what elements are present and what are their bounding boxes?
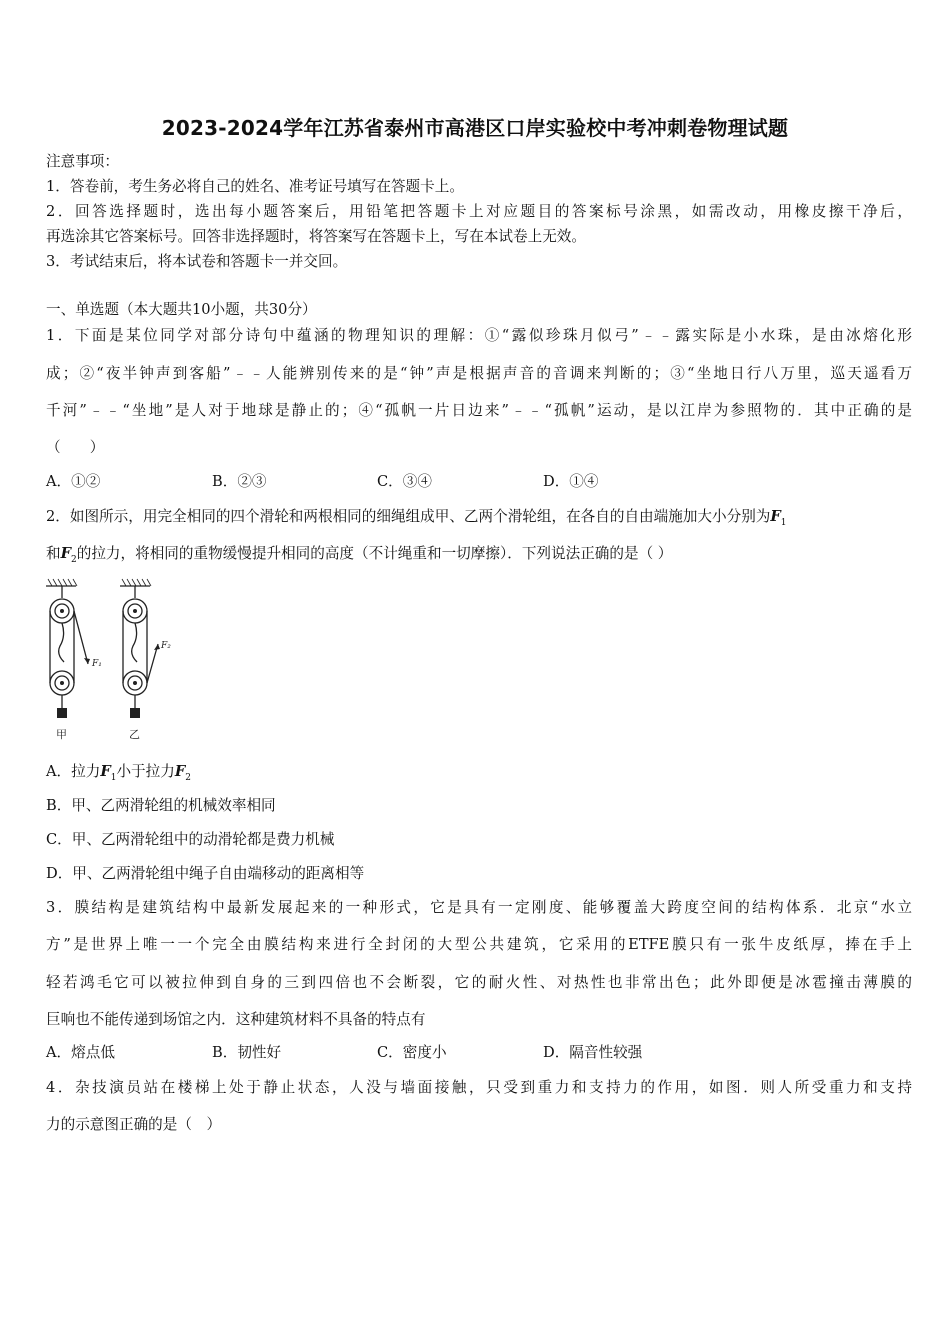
force-label-right: F₂ <box>161 641 171 651</box>
q1-line-4: （ ） <box>46 439 105 456</box>
q2-option-a-f1-sub: 1 <box>110 772 117 783</box>
q2-option-a-prefix: A．拉力 <box>46 763 101 780</box>
q2-line-1-text: 2．如图所示，用完全相同的四个滑轮和两根相同的细绳组成甲、乙两个滑轮组，在各自的自由端施加大小分别为 <box>46 508 771 525</box>
q1-line-2: 成；②“夜半钟声到客船”﹣﹣人能辨别传来的是“钟”声是根据声音的音调来判断的；③“坐地日行八万里，巡天遥看万 <box>46 365 912 382</box>
q1-option-a[interactable]: A．①② <box>46 473 101 490</box>
q2-f1-sub: 1 <box>780 517 787 528</box>
force-label-left: F₁ <box>92 659 102 669</box>
q2-option-d[interactable]: D．甲、乙两滑轮组中绳子自由端移动的距离相等 <box>46 865 365 882</box>
q2-option-a-mid: 小于拉力 <box>116 763 175 780</box>
page-title: 2023-2024学年江苏省泰州市高港区口岸实验校中考冲刺卷物理试题 <box>161 116 789 140</box>
notice-item-2: 2．回答选择题时，选出每小题答案后，用铅笔把答题卡上对应题目的答案标号涂黑，如需改动，用橡皮擦干净后， <box>46 203 912 220</box>
q1-option-b[interactable]: B．②③ <box>212 473 267 490</box>
q2-line-2-b: 的拉力，将相同的重物缓慢提升相同的高度（不计绳重和一切摩擦）．下列说法正确的是（ ） <box>76 545 673 562</box>
q2-f2-sub: 2 <box>70 554 77 565</box>
notice-heading: 注意事项： <box>46 153 119 170</box>
label-yi: 乙 <box>129 728 140 741</box>
section-heading: 一、单选题（本大题共10小题，共30分） <box>46 301 317 318</box>
q2-option-b[interactable]: B．甲、乙两滑轮组的机械效率相同 <box>46 797 276 814</box>
notice-item-2-cont: 再选涂其它答案标号。回答非选择题时，将答案写在答题卡上，写在本试卷上无效。 <box>46 228 586 245</box>
q2-line-2 <box>46 544 912 570</box>
q2-option-c[interactable]: C．甲、乙两滑轮组中的动滑轮都是费力机械 <box>46 831 335 848</box>
q2-line-2-a: 和 <box>46 545 61 562</box>
pulley-figure <box>40 576 190 746</box>
q3-line-2: 方”是世界上唯一一个完全由膜结构来进行全封闭的大型公共建筑，它采用的ETFE膜只有一张牛皮纸厚，捧在手上 <box>46 936 912 953</box>
q3-option-c[interactable]: C．密度小 <box>377 1044 447 1061</box>
q2-option-a-f2: F <box>174 763 186 780</box>
q3-line-1: 3．膜结构是建筑结构中最新发展起来的一种形式，它是具有一定刚度、能够覆盖大跨度空间的结构体系．北京“水立 <box>46 899 912 916</box>
q1-option-c[interactable]: C．③④ <box>377 473 432 490</box>
q2-option-a[interactable] <box>46 762 912 788</box>
label-jia: 甲 <box>56 728 67 741</box>
q2-f1-symbol: F <box>770 508 781 525</box>
q4-line-2: 力的示意图正确的是（ ） <box>46 1116 222 1133</box>
notice-item-3: 3．考试结束后，将本试卷和答题卡一并交回。 <box>46 253 348 270</box>
q1-line-3: 千河”﹣﹣“坐地”是人对于地球是静止的；④“孤帆一片日边来”﹣﹣“孤帆”运动，是以江岸为参照物的．其中正确的是 <box>46 402 912 419</box>
q2-line-1 <box>46 507 912 533</box>
q3-line-4: 巨响也不能传递到场馆之内．这种建筑材料不具备的特点有 <box>46 1011 426 1028</box>
q3-option-a[interactable]: A．熔点低 <box>46 1044 115 1061</box>
q3-option-b[interactable]: B．韧性好 <box>212 1044 282 1061</box>
q2-option-a-f1: F <box>100 763 111 780</box>
q2-option-a-f2-sub: 2 <box>185 772 191 783</box>
q1-line-1: 1．下面是某位同学对部分诗句中蕴涵的物理知识的理解：①“露似珍珠月似弓”﹣﹣露实际是小水珠，是由冰熔化形 <box>46 327 912 344</box>
q4-line-1: 4．杂技演员站在楼梯上处于静止状态，人没与墙面接触，只受到重力和支持力的作用，如图．则人所受重力和支持 <box>46 1079 912 1096</box>
q3-option-d[interactable]: D．隔音性较强 <box>543 1044 643 1061</box>
q2-f2-symbol: F <box>60 545 71 562</box>
q3-line-3: 轻若鸿毛它可以被拉伸到自身的三到四倍也不会断裂，它的耐火性、对热性也非常出色；此外即便是冰雹撞击薄膜的 <box>46 974 912 991</box>
q1-option-d[interactable]: D．①④ <box>543 473 599 490</box>
notice-item-1: 1．答卷前，考生务必将自己的姓名、准考证号填写在答题卡上。 <box>46 178 464 195</box>
